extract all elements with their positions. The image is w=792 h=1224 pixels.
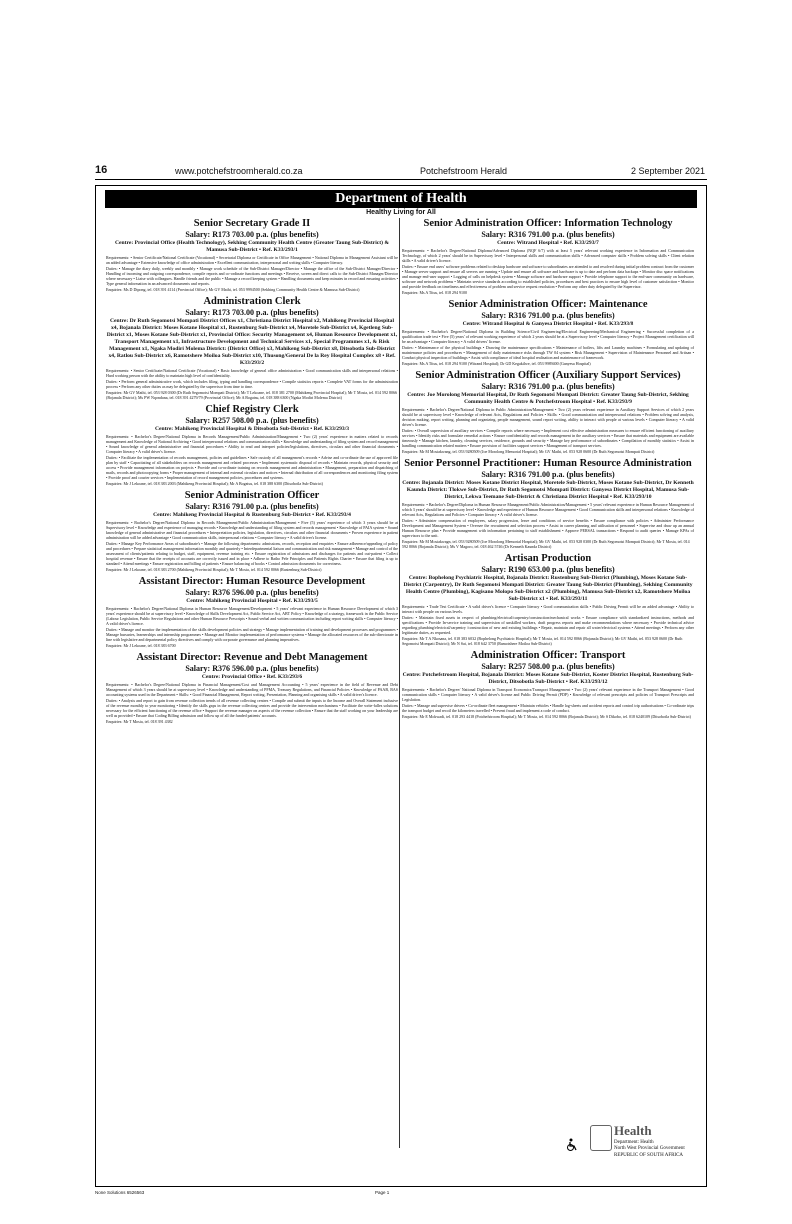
job-enquiries: Enquiries: Mr E Mokwadi, tel. 018 293 4418 (Potchefstroom Hospital); Mr T Mosia, tel. 014 592 8066 (Bojanala District); Mr S Dikobo, tel. 018 6240109 (Ditsobotla Sub-District) xyxy=(402,714,691,719)
job-requirements: Requirements: • Bachelor's Degree/National Diploma in Public Administration/Management • Two (2) years relevant experience in Auxiliary Support Services of which 2 years should be at supervisory level • Knowledge of relevant Acts, Regulations and Policies • Skills: • Good communication and interpersonal relations • Problem solving and analysis, decision making, report writing, planning and organizing, people management, sound report writing, ability to interact with people at various levels • Computer literacy • A valid driver's license. xyxy=(402,407,694,427)
job-centre: Centre: Witrand Hospital & Ganyesa District Hospital • Ref. K33/293/8 xyxy=(462,321,634,327)
job-enquiries: Enquiries: Mr GV Mathi, tel. 053 928 0300 (Dr Ruth Segomotsi Mompati District); Mr T Lekoane, tel. 018 381 2700 (Mahikeng Provincial Hospital); Mr T Mosia, tel. 014 592 8066 (Bojanala District); Ms PW Nqondana, tel. 018 391 4279/79 (Provincial Office); Mr A Bogatsu, tel. 018 388 6300 (Ngaka Modiri Molema District) xyxy=(106,390,398,400)
job-requirements: Requirements: • Bachelor's Degree/National Diploma in Records Management/Public Administration/Management • Five (5) years' experience of which 3 years should be at Supervisory level • Knowledge and experience of managing records • Knowledge and understanding of filing system and records management • Knowledge of PAIA system • Sound knowledge of general administrative and financial procedures • Interpretation policies, legislation, directives, circulars and other financial documents • Proven experience in patient administration will be added advantage • Good communication skills, interpersonal relations • Computer literacy • A valid driver's license. xyxy=(106,520,398,540)
job-enquiries: Enquiries: Mr T Mosia, tel. 018 391 4382 xyxy=(106,719,173,724)
job-requirements: Requirements: • Bachelor's Degree/National Diploma in Human Resource Management/Development • 5 years' relevant experience in Human Resource Development of which 3 years' experience should be at supervisory level • Knowledge of Skills Development Act, Public Service Act, ABT Policy • Knowledge of a strategy, framework in the Public Service (Labour Legislation, Public Service Regulations and other Human Resource Prescripts • Sound verbal and written communication including report writing skills • Computer literacy • A valid driver's licence. xyxy=(106,606,398,626)
job-centre: Centre: Witrand Hospital • Ref. K33/293/7 xyxy=(497,240,599,246)
job-centre: Centre: Bophelong Psychiatric Hospital, Bojanala District: Rustenburg Sub-District (Plumbing), Moses Kotane Sub-District (Carpentry), Dr Ruth Segomotsi Mompati District: Greater Taung Sub-District (Plumbing), Sekhing Community Health Centre (Plumbing), Kagisano Molopo Sub-District x2 (Plumbing), Mamusa Sub-District x2, Ramotshere Moiloa Sub-District x1 • Ref. K33/293/11 xyxy=(403,575,693,602)
job-salary: Salary: R316 791.00 p.a. (plus benefits) xyxy=(481,470,615,479)
job-salary: Salary: R257 508.00 p.a. (plus benefits) xyxy=(481,662,615,671)
job-requirements: Requirements: • Bachelor's Degree/ National Diploma in Transport Economics/Transport Management • Two (2) years' relevant experience in the Transport Management • Good communication skills • Computer literacy • A valid driver's license and Public Driving Permit (PDP) • Knowledge of relevant prescripts and policies of Transport Prescripts and Legislation. xyxy=(402,687,694,702)
job-duties: Duties: • Analysis and report to gain from revenue collection trends of all revenue collecting centres • Compile and submit the inputs to the Income and Overall Statement inclusive of the revenue monthly to year monitoring • Identify the skills gaps in the revenue collecting centres and provide the intervention mechanisms • Facilitate the write-falles solutions necessary for the efficient functioning of the revenue office • Support the revenue manager on aspects of the revenue collection • Ensure that the staff working on your leadership are well as provided • Ensure that Coding Billing admission and follow up of all the funded patients' accounts. xyxy=(106,698,398,718)
job-centre: Centre: Dr Ruth Segomotsi Mompati District Offices x1, Christiana District Hospital x2, Mahikeng Provincial Hospital x4, Bojanala District: Moses Kotane Hospital x1, Rustenburg Sub-District x4, Moretele Sub-District x4, Kgetleng Sub-District x1, Moses Kotane Sub-District x1, Provincial Office: Security Management x4, Human Resource Development x1, Transport Management x1, Infrastructure Development and Technical Services x1, Special Programmes x1, & Risk Management x1, Ngaka Modiri Molema District: (District Office) x3, Mahikeng Sub-District x8, Ditsobotla Sub-District x4, Ratlou Sub-District x6, Ramotshere Moiloa Sub-District x10, Thusong/General De la Rey Hospital Complex x8 • Ref. K33/293/2 xyxy=(106,318,398,366)
health-logo xyxy=(590,1123,705,1183)
job-salary: Salary: R316 791.00 p.a. (plus benefits) xyxy=(481,230,615,239)
job-listing xyxy=(106,490,398,572)
page-header xyxy=(95,164,705,178)
job-requirements: Requirements: • Bachelor's Degree/National Diploma in Records Management/Public Administration/Management • Two (2) years' experience in matters related to records management and Knowledge of National Archiving • Good interpersonal relations and communication skills • Knowledge and understanding of filing system and record management • Sound knowledge of general administrative and financial procedures • Ability to read and interpret policies/legislations, directives, circulars and other financial documents • Computer literacy • A valid driver's licence. xyxy=(106,434,398,454)
job-requirements: Requirements: • Bachelor's Degree/National Diploma in Building Science/Civil Engineering/Electrical Engineering/Mechanical Engineering • Successful completion of a qualification trade test • Five (5) years' of relevant working experience of which 2 years should be at a Supervisory level • Computer literacy • Project Management certification will be an advantage • Computer literacy • A valid drivers' license. xyxy=(402,329,694,344)
job-duties: Duties: • Administer compensation of employees, salary progression, leave and conditions of service benefits • Ensure compliance with policies • Administer Performance Development and Management System • Oversee the recruitment and selection process • Assist in career planning and utilisation of personnel • Supervise and draw up an annual Human Resource plan • Provide management with information pertaining to staff establishment • Approve PERSAL transactions • Respond to audit queries • Manage KPAs of supervisors to the unit. xyxy=(402,518,694,538)
coat-of-arms-icon xyxy=(590,1125,612,1151)
job-salary: Salary: R316 791.00 p.a. (plus benefits) xyxy=(481,382,615,391)
job-enquiries: Enquiries: Mr J Lekoane, tel. 018 383 6700 xyxy=(106,643,176,648)
job-title: Senior Secretary Grade II xyxy=(193,218,311,229)
job-centre: Centre: Joe Morolong Memorial Hospital, Dr Ruth Segomotsi Mompati District: Greater Taung Sub-District, Sekhing Community Health Centre & Potchefstroom Hospital • Ref. K33/293/9 xyxy=(407,392,689,405)
job-duties: Duties: • Manage and monitor the implementation of the skills development policies and strategy • Manage implementation of training and development processes and programmes • Manage bursaries, learnerships and internship programmes • Manage and Monitor implementation of performance systems • Manage the allocated resources of the sub-directorate in line with legislative and departmental policy directives and comply with corporate governance and planning imperatives. xyxy=(106,627,398,642)
issue-date: 2 September 2021 xyxy=(630,166,705,176)
job-requirements: Requirements: • Bachelor's Degree/National Diploma in Financial Management/Cost and Management Accounting • 5 years' experience in the field of Revenue and Debt Management of which 3 years should be at supervisory level • Knowledge and understanding of PFMA, Treasury Regulations, and Financial Policies • Knowledge of PAAB, BAS accounting systems used in the Department • Skills: • Good Financial Management, Report writing, Presentation, Planning and organising skills • A valid driver's licence. xyxy=(106,682,398,697)
left-column xyxy=(106,218,398,728)
website-url[interactable]: www.potchefstroomherald.co.za xyxy=(175,166,303,176)
job-requirements: Requirements: • Senior Certificate/National Certificate (Vocational) • Secretarial Diploma or Certificate in Office Management • National Diploma in Management Assistant will be an added advantage • Extensive knowledge of office administration • Excellent communication, interpersonal and writing skills • Computer literacy. xyxy=(106,255,398,265)
job-enquiries: Enquiries: Mr J Lekoane, tel. 018 383 2003 (Mahikeng Provincial Hospital); Mr A Bogatsu, tel. 018 388 6300 (Ditsobotla Sub-District) xyxy=(106,481,323,486)
job-title: Senior Administration Officer: Information Technology xyxy=(423,218,673,229)
job-title: Senior Personnel Practitioner: Human Resource Administration xyxy=(404,458,692,469)
job-title: Artisan Production xyxy=(504,553,592,564)
job-enquiries: Enquiries: Mr J Lekoane, tel. 018 383 2700 (Mahikeng Provincial Hospital); Mr T Mosia, tel. 014 592 8066 (Rustenburg Sub-District) xyxy=(106,567,322,572)
job-requirements: Requirements: • Bachelor's Degree/Diploma in Human Resource Management/Public Administration/Management • 5 years' relevant experience in Human Resource Management of which 3 years' should be at supervisory level • Knowledge and experience of Human Resource Management • Good Communication skills and interpersonal relations • Knowledge of relevant Acts, Regulations and Policies • Computer literacy • A valid driver's license. xyxy=(402,502,694,517)
job-listing xyxy=(402,218,694,295)
job-enquiries: Enquiries: Mr M Mosiakwang, tel. 053 9280509 (Joe Morolong Memorial Hospital); Mr GV Mathi, tel. 053 928 0600 (Dr Ruth Segomotsi Mompati District) xyxy=(402,449,655,454)
job-salary: Salary: R376 596.00 p.a. (plus benefits) xyxy=(185,664,319,673)
job-title: Senior Administration Officer xyxy=(184,490,320,501)
job-listing xyxy=(106,576,398,648)
job-duties: Duties: • Maintenance of the physical buildings • Drawing the maintenance specifications • Maintenance of boilers, lifts and Laundry machines • Formulating and updating of maintenance policies and procedures • Management of daily maintenance risks through TW 04 system • Risk Management • Supervision of Maintenance Personnel and Artisan • Conduct physical inspection of buildings • Assist with compliance of ideal hospital realisation and maintenance of framework. xyxy=(402,345,694,360)
job-listing xyxy=(106,652,398,724)
page-number: 16 xyxy=(95,164,108,176)
department-slogan: Healthy Living for All xyxy=(366,209,436,216)
job-salary: Salary: R190 653.00 p.a. (plus benefits) xyxy=(481,565,615,574)
job-listing xyxy=(402,299,694,366)
job-duties: Duties: • Manage and supervise drivers • Co-ordinate fleet management • Maintain vehicles • Handle log-sheets and accident reports and control trip authorisations • Co-ordinate trips the transport budget and recoil the kilometers travelled • Prevent fraud and implement a code of conduct. xyxy=(402,703,694,713)
job-enquiries: Enquiries: Mr T A Nkosana, tel. 018 383 6032 (Bophelong Psychiatric Hospital); Mr T Mosia, tel. 014 592 8066 (Bojanala District); Mr GV Mathi, tel. 053 928 0600 (Dr Ruth Segomotsi Mompati District); Mr N Sai, tel. 018 642 3750 (Ramotshere Moiloa Sub-District) xyxy=(402,636,683,646)
wheelchair-icon xyxy=(565,1138,579,1152)
job-duties: Duties: • Perform general administrative work, which includes filing, typing and handling correspondence • Compile statistics reports • Complete VAT forms for the administration process • Perform any other duties as may be delegated by the supervisor from time to time. xyxy=(106,379,398,389)
job-duties: Duties: • Ensure end users' software problems related to desktop hardware and software to subordinates are attended to and resolved during initial problem contract from the customer • Manage server support and ensure all servers are running • Update and ensure all software and hardware is up to date and perform data backups • Monitor disc space notifications and manage end-user support • Logging of calls on helpdesk system • Manage software and hardware support • Provide telephone support to the end-user community on hardware, software and network problems • Maintain service standards according to established policies, procedures and best practices to ensure high level of customer satisfaction • Monitor and provide feedback on timeliness and effectiveness of problem and service request resolution • Perform any other duty delegated by the Supervisor. xyxy=(402,264,694,289)
job-centre: Centre: Potchefstroom Hospital, Bojanala District: Moses Kotane Sub-District, Koster District Hospital, Rustenburg Sub-District, Ditsobotla Sub-District • Ref. K33/293/12 xyxy=(402,672,694,685)
job-duties: Duties: • Maintain fixed assets in respect of plumbing/electrical/carpentry/construction/mechanical works • Ensure compliance with standardized instructions, methods and specifications • Provide In-service training and supervision of unskilled workers, draft progress reports and make recommendations where necessary • Provide technical advice regarding plumbing/electrical/carpentry /construction of new and existing buildings • Repair, maintain and repair all water/electrical systems • Attend meetings • Perform any other legitimate duties, as requested. xyxy=(402,615,694,635)
column-divider xyxy=(399,218,400,1148)
paper-name: Potchefstroom Herald xyxy=(420,166,508,176)
footer-page: Page 1 xyxy=(375,1190,390,1195)
job-centre: Centre: Bojanala District: Moses Kotane District Hospital, Moretele Sub-District, Moses Kotane Sub-District, Dr Kenneth Kaunda District: Tlokwe Sub-District, Dr Ruth Segomotsi Mompati District: Ganyesa District Hospital, Mamusa Sub-District, Lekwa Teemane Sub-District & Christiana District Hospital • Ref. K33/293/10 xyxy=(402,480,694,500)
job-enquiries: Enquiries: Ms D Dipong, tel. 018 391 4114 (Provincial Office); Mr GV Mathi, tel. 053 9994500 (Sekhing Community Health Centre & Mamusa Sub-District) xyxy=(106,287,360,292)
job-listing xyxy=(106,404,398,486)
job-duties: Duties: • Manage the diary daily, weekly and monthly • Manage work schedule of the Sub-District Manager/Director • Manage the office of the Sub-District Manager/Director • Handling of incoming and outgoing correspondence, compile reports and co-ordinate functions and meetings • Receive, screen and direct calls to the Sub-District Manager/Director where necessary • Liaise with colleagues. Handle friends and the public • Manage a record keeping system • Handling documents and keep minutes in record and ensuring activities • Type general information in an advanced documents and reports. xyxy=(106,266,398,286)
footer-ref: None Solutions 6526563 xyxy=(95,1190,145,1195)
job-salary: Salary: R316 791.00 p.a. (plus benefits) xyxy=(185,502,319,511)
job-listing xyxy=(106,218,398,292)
job-title: Assistant Director: Revenue and Debt Management xyxy=(136,652,368,663)
job-salary: Salary: R257 508.00 p.a. (plus benefits) xyxy=(185,416,319,425)
header-rule xyxy=(95,179,707,180)
job-listing xyxy=(402,458,694,549)
job-listing xyxy=(402,650,694,719)
job-title: Chief Registry Clerk xyxy=(205,404,299,415)
job-requirements: Requirements: • Bachelor's Degree/National Diploma/Advanced Diploma (NQF 6/7) with at least 5 years' relevant working experience in Information and Communication Technology, of which 2 years' should be in Supervisory level • Interpersonal skills and communication skills • Advanced computer skills • Problem solving skills • Client relation skills • A valid driver's licence. xyxy=(402,248,694,263)
job-duties: Duties: • Manage Key Performance Areas of subordinate's • Manage the following departments: admissions, records, reception and enquiries • Ensure adherence/appealing of policy and procedures • Prepare statistical management information monthly and quarterly • Interdepartmental liaison and communication and risk management • Manage and control of the assessment of clients/patients relating to budget, staff, equipment, revenue training etc. • Ensure registration of admissions and discharges for patients and out-patient • Collect hospital revenue • Ensure that the receipts of accounts are correctly issued and in place • Adhere to Batho Pele Principles and Patients Rights Charter • Ensure that filing is up to standard • Attend meetings • Ensure registration and billing of patients • Ensure balancing of books • Control admission documents for correctness. xyxy=(106,541,398,566)
job-centre: Centre: Mahikeng Provincial Hospital • Ref. K33/293/5 xyxy=(186,598,318,604)
job-enquiries: Enquiries: Mr M Mosiakwagn, tel. 053 9280509 (Joe Morolong Memorial Hospital); Mr GV Mathi, tel. 053 928 0300 (Dr Ruth Segomotsi Mompati District); Mr T Mosia, tel. 014 592 8066 (Bojanala District); Ms V Magoro, tel. 018 462 5746 (Dr Kenneth Kaunda District) xyxy=(402,539,690,549)
job-title: Senior Administration Officer: Maintenance xyxy=(448,299,648,310)
job-title: Administration Officer: Transport xyxy=(470,650,626,661)
job-listing xyxy=(106,296,398,400)
job-salary: Salary: R376 596.00 p.a. (plus benefits) xyxy=(185,588,319,597)
logo-title: Health xyxy=(614,1123,652,1138)
job-requirements: Requirements: • Senior Certificate/National Certificate (Vocational) • Basic knowledge of general office administration • Good communication skills and interpersonal relations • Hard working person with the ability to maintain high level of confidentiality. xyxy=(106,368,398,378)
job-duties: Duties: • Facilitate the implementation of records management, policies and guidelines • Safe custody of all management's records • Advise and co-ordinate the use of approved file plan by staff • Capacitating of all stakeholders on records management and related processes • Implement systematic disposal of records • Maintain records, physical security and access • Provide management information on projects • Provide and co-ordinate training on records management and administration • Management, preparation and dispatching of mails, records and photocopying forms • Proper management of internal and external circulars and notices • Internal distribution of all correspondences and monitoring filing system • Provide proof and courier services • Implementation of record management policies, procedures and systems. xyxy=(106,455,398,480)
department-banner: Department of Health xyxy=(105,190,697,208)
job-salary: Salary: R173 703.00 p.a. (plus benefits) xyxy=(185,308,319,317)
logo-line-3: REPUBLIC OF SOUTH AFRICA xyxy=(614,1153,684,1158)
job-duties: Duties: • Overall supervision of auxiliary services • Compile reports where necessary • Implement cost effective administration measures to ensure efficient functioning of auxiliary services • Identify risks and formulate remedial actions • Ensure confidentiality and records management in the auxiliary services • Ensure that materials and equipment are available timeously • Manage kitchen, laundry, cleaning services, residence, grounds and security • Manage key performance of subordinates • Compilation of monthly statistics • Assist in handling communication related matters • Ensure provision of facilities support services • Management of transport services. xyxy=(402,428,694,448)
job-centre: Centre: Mahikeng Provincial Hospital & Ditsobotla Sub-District • Ref. K33/293/3 xyxy=(154,426,350,432)
job-title: Administration Clerk xyxy=(203,296,301,307)
job-centre: Centre: Provincial Office • Ref. K33/293/6 xyxy=(201,674,303,680)
job-enquiries: Enquiries: Ms A Titus, tel. 018 294 9100 (Witrand Hospital); Dr GD Kegakilwe, tel. 053 9989400 (Ganyesa Hospital) xyxy=(402,361,591,366)
job-enquiries: Enquiries: Ms A Titus, tel. 018 294 9100 xyxy=(402,290,468,295)
logo-line-2: North West Provincial Government xyxy=(614,1146,685,1151)
job-salary: Salary: R173 703.00 p.a. (plus benefits) xyxy=(185,230,319,239)
job-listing xyxy=(402,553,694,646)
job-centre: Centre: Provincial Office (Health Technology), Sekhing Community Health Centre (Greater Taung Sub-District) & Mamusa Sub-District • Ref. K33/293/1 xyxy=(114,240,390,253)
job-title: Assistant Director: Human Resource Development xyxy=(138,576,366,587)
job-centre: Centre: Mahikeng Provincial Hospital & Rustenburg Sub-District • Ref. K33/293/4 xyxy=(153,512,351,518)
job-requirements: Requirements: • Trade Test Certificate • A valid driver's licence • Computer literacy • Good communication skills • Public Driving Permit will be an added advantage • Ability to interact with people on various levels. xyxy=(402,604,694,614)
right-column xyxy=(402,218,694,723)
job-listing xyxy=(402,370,694,454)
job-title: Senior Administration Officer (Auxiliary Support Services) xyxy=(415,370,681,381)
job-salary: Salary: R316 791.00 p.a. (plus benefits) xyxy=(481,311,615,320)
logo-line-1: Department: Health xyxy=(614,1140,654,1145)
